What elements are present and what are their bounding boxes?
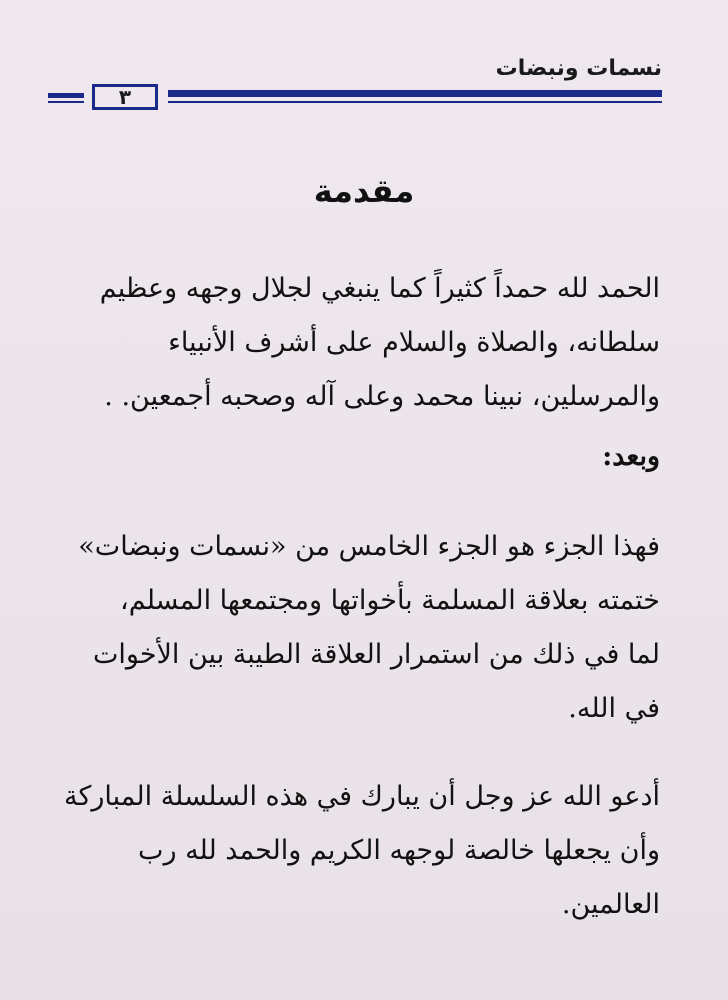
after-label: وبعد: [602, 441, 660, 472]
page-header [48, 50, 662, 122]
text-line: في الله. [568, 693, 660, 724]
intro-paragraph [66, 262, 660, 424]
second-paragraph [66, 520, 660, 736]
text-line: لما في ذلك من استمرار العلاقة الطيبة بين الأخوات [92, 639, 660, 670]
header-dash-decoration [48, 93, 84, 98]
header-dash-decoration-thin [48, 101, 84, 103]
text-line: أدعو الله عز وجل أن يبارك في هذه السلسلة المباركة [64, 781, 660, 812]
text-line: وأن يجعلها خالصة لوجهه الكريم والحمد لله رب [138, 835, 660, 866]
third-paragraph [66, 770, 660, 932]
text-line: سلطانه، والصلاة والسلام على أشرف الأنبياء [168, 327, 660, 358]
text-line: فهذا الجزء هو الجزء الخامس من «نسمات ونبضات» [78, 531, 660, 562]
page-number: ٣ [92, 84, 158, 110]
text-line: ختمته بعلاقة المسلمة بأخواتها ومجتمعها المسلم، [120, 585, 660, 616]
header-rule-thick [168, 90, 662, 97]
text-line: العالمين. [561, 889, 660, 920]
section-title: مقدمة [313, 172, 415, 210]
text-line: والمرسلين، نبينا محمد وعلى آله وصحبه أجمعين. . [104, 381, 660, 412]
header-rule-thin [168, 101, 662, 103]
text-line: الحمد لله حمداً كثيراً كما ينبغي لجلال وجهه وعظيم [99, 273, 660, 304]
book-title: نسمات ونبضات [495, 56, 662, 81]
